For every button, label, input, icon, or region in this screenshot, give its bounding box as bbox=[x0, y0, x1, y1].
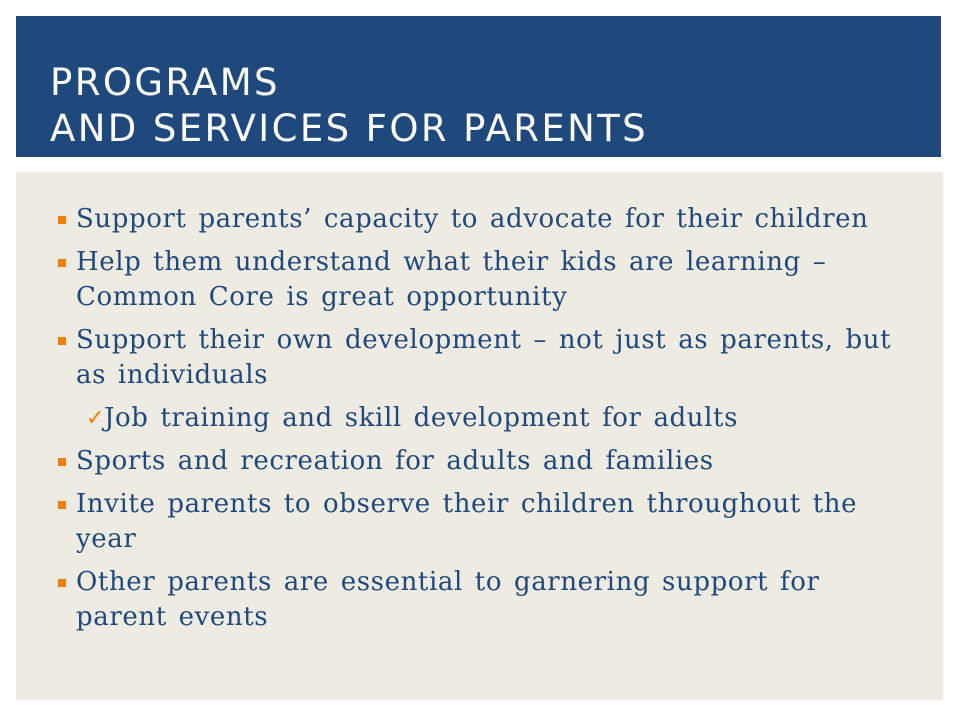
sub-bullet-item bbox=[58, 401, 944, 436]
bullet-item bbox=[58, 487, 916, 557]
square-bullet-icon bbox=[58, 216, 66, 224]
square-bullet-icon bbox=[58, 458, 66, 466]
bullet-item bbox=[58, 565, 916, 635]
slide-title-line-1: PROGRAMS bbox=[50, 61, 280, 104]
content-box bbox=[16, 172, 943, 700]
title-bar bbox=[16, 16, 941, 157]
bullet-item bbox=[58, 444, 916, 479]
bullet-text: Support their own development – not just as parents, but as individuals bbox=[76, 325, 892, 390]
square-bullet-icon bbox=[58, 501, 66, 509]
bullet-text: Support parents’ capacity to advocate for their children bbox=[76, 204, 869, 234]
sub-bullet-text: Job training and skill development for adults bbox=[104, 403, 739, 433]
bullet-item bbox=[58, 323, 916, 393]
square-bullet-icon bbox=[58, 337, 66, 345]
bullet-text: Other parents are essential to garnering support for parent events bbox=[76, 567, 820, 632]
bullet-text: Sports and recreation for adults and families bbox=[76, 446, 714, 476]
square-bullet-icon bbox=[58, 259, 66, 267]
slide-title-line-2: AND SERVICES FOR PARENTS bbox=[50, 107, 649, 150]
bullet-item bbox=[58, 202, 916, 237]
checkmark-icon: ✓ bbox=[86, 406, 106, 431]
square-bullet-icon bbox=[58, 579, 66, 587]
bullet-item bbox=[58, 245, 916, 315]
bullet-text: Help them understand what their kids are learning – Common Core is great opportunity bbox=[76, 247, 827, 312]
bullet-text: Invite parents to observe their children throughout the year bbox=[76, 489, 858, 554]
bullet-list bbox=[58, 202, 943, 635]
